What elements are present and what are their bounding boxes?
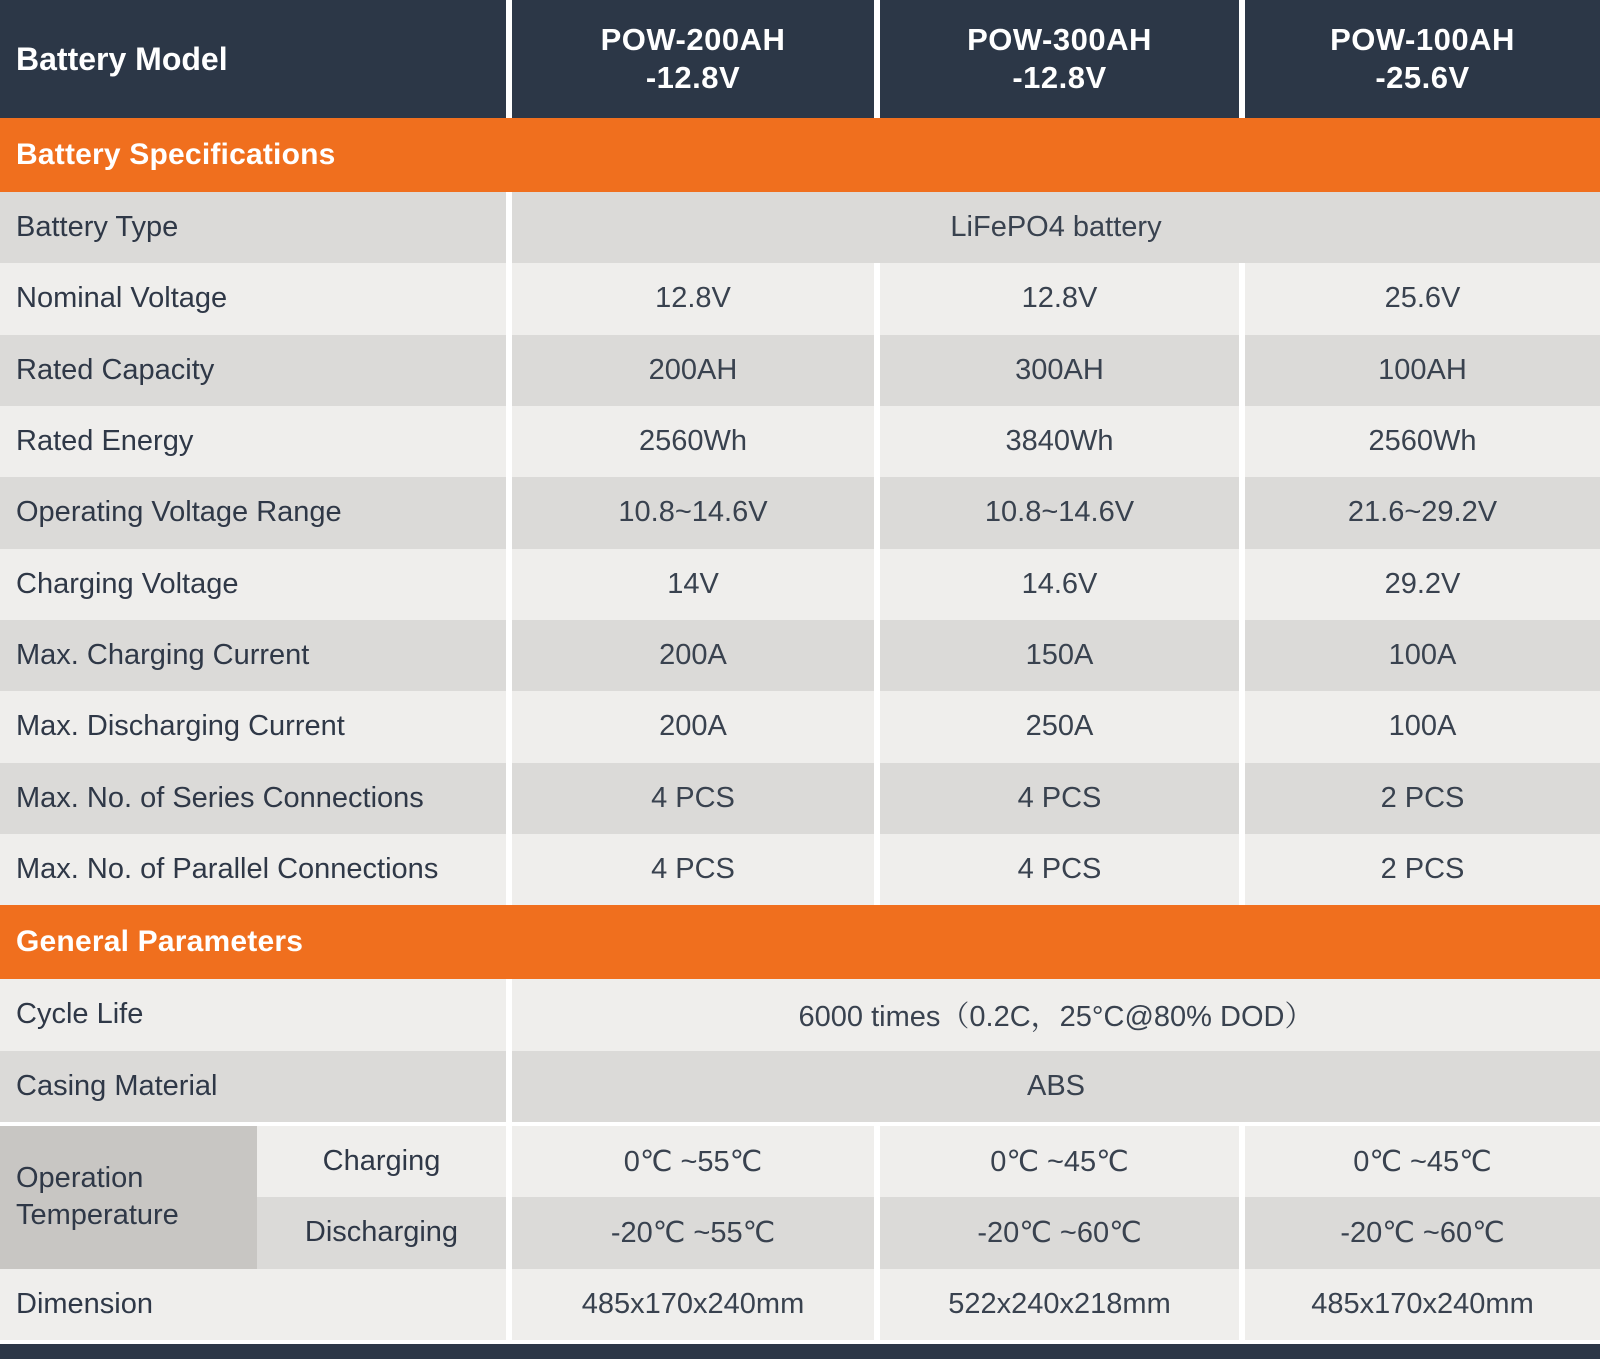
- header-model-pow-200ah: [512, 0, 880, 118]
- value-cell: 300AH: [880, 335, 1245, 406]
- row-label-cell: [0, 335, 512, 406]
- value-cell: 4 PCS: [880, 763, 1245, 834]
- value-cell: 3840Wh: [880, 406, 1245, 477]
- table-header-row: [0, 0, 1600, 118]
- model-name-line1: POW-100AH: [1330, 22, 1515, 58]
- row-label-cell: [0, 1051, 512, 1122]
- row-max-series-connections: [0, 763, 1600, 834]
- value-cell: 29.2V: [1245, 549, 1600, 620]
- sub-row-label-cell: [257, 1126, 512, 1197]
- value-cell: 21.6~29.2V: [1245, 477, 1600, 548]
- row-label: Nominal Voltage: [16, 282, 228, 315]
- row-label-cell: [0, 549, 512, 620]
- row-label: Casing Material: [16, 1069, 218, 1102]
- header-model-pow-300ah: [880, 0, 1245, 118]
- value-cell: 14V: [512, 549, 880, 620]
- row-label: Operation Temperature: [16, 1161, 179, 1232]
- value-cell: 100A: [1245, 620, 1600, 691]
- value-cell: 4 PCS: [512, 763, 880, 834]
- value-cell: -20℃ ~60℃: [1245, 1197, 1600, 1268]
- value-cell: 100A: [1245, 691, 1600, 762]
- row-operating-voltage-range: [0, 477, 1600, 548]
- model-name-line2: -12.8V: [1012, 60, 1107, 95]
- model-name-line2: -12.8V: [645, 60, 741, 95]
- row-dimension: [0, 1269, 1600, 1340]
- row-label: Max. No. of Parallel Connections: [16, 852, 439, 885]
- row-label: Max. Discharging Current: [16, 710, 345, 743]
- row-max-charging-current: [0, 620, 1600, 691]
- value-cell: 2 PCS: [1245, 763, 1600, 834]
- row-label-cell: [0, 263, 512, 334]
- section-title-general-parameters: General Parameters: [0, 905, 1600, 979]
- header-model-pow-100ah: [1245, 0, 1600, 118]
- value-cell: 2 PCS: [1245, 834, 1600, 905]
- row-label-cell: [0, 620, 512, 691]
- value-cell: -20℃ ~60℃: [880, 1197, 1245, 1268]
- row-label-cell: [0, 979, 512, 1050]
- model-name-line2: -25.6V: [1375, 60, 1470, 95]
- row-rated-energy: [0, 406, 1600, 477]
- operation-temperature-rows: [257, 1126, 1600, 1269]
- value-cell: 150A: [880, 620, 1245, 691]
- row-label: Battery Type: [16, 210, 179, 243]
- value-cell: 2560Wh: [512, 406, 880, 477]
- row-span-value: ABS: [512, 1051, 1600, 1122]
- row-label: Rated Energy: [16, 424, 194, 457]
- row-label: Rated Capacity: [16, 353, 215, 386]
- value-cell: 485x170x240mm: [1245, 1269, 1600, 1340]
- value-cell: 200A: [512, 620, 880, 691]
- bottom-border-strip: [0, 1340, 1600, 1359]
- row-label-cell: [0, 763, 512, 834]
- value-cell: -20℃ ~55℃: [512, 1197, 880, 1268]
- operation-temperature-label-cell: [0, 1126, 257, 1269]
- value-cell: 14.6V: [880, 549, 1245, 620]
- row-nominal-voltage: [0, 263, 1600, 334]
- row-operation-temp-charging: [257, 1126, 1600, 1197]
- row-cycle-life: [0, 979, 1600, 1050]
- value-cell: 10.8~14.6V: [512, 477, 880, 548]
- row-operation-temp-discharging: [257, 1197, 1600, 1268]
- sub-row-label: Discharging: [304, 1216, 459, 1249]
- operation-temperature-block: [0, 1122, 1600, 1269]
- row-casing-material: [0, 1051, 1600, 1122]
- row-label-cell: [0, 1269, 512, 1340]
- row-charging-voltage: [0, 549, 1600, 620]
- row-label-cell: [0, 477, 512, 548]
- row-label-cell: [0, 834, 512, 905]
- row-label: Operating Voltage Range: [16, 496, 342, 529]
- row-label: Charging Voltage: [16, 567, 239, 600]
- row-battery-type: [0, 192, 1600, 263]
- value-cell: 100AH: [1245, 335, 1600, 406]
- model-name-line1: POW-200AH: [600, 22, 786, 58]
- value-cell: 4 PCS: [512, 834, 880, 905]
- row-label: Dimension: [16, 1287, 153, 1320]
- row-label-cell: [0, 192, 512, 263]
- battery-model-label: Battery Model: [16, 40, 228, 77]
- value-cell: 2560Wh: [1245, 406, 1600, 477]
- value-cell: 250A: [880, 691, 1245, 762]
- value-cell: 12.8V: [880, 263, 1245, 334]
- value-cell: 0℃ ~55℃: [512, 1126, 880, 1197]
- value-cell: 0℃ ~45℃: [880, 1126, 1245, 1197]
- value-cell: 522x240x218mm: [880, 1269, 1245, 1340]
- section-title-battery-specifications: Battery Specifications: [0, 118, 1600, 192]
- row-rated-capacity: [0, 335, 1600, 406]
- value-cell: 25.6V: [1245, 263, 1600, 334]
- sub-row-label: Charging: [322, 1145, 441, 1178]
- value-cell: 12.8V: [512, 263, 880, 334]
- value-cell: 0℃ ~45℃: [1245, 1126, 1600, 1197]
- row-label: Max. No. of Series Connections: [16, 781, 424, 814]
- value-cell: 485x170x240mm: [512, 1269, 880, 1340]
- value-cell: 200A: [512, 691, 880, 762]
- row-max-parallel-connections: [0, 834, 1600, 905]
- value-cell: 200AH: [512, 335, 880, 406]
- row-label: Max. Charging Current: [16, 638, 310, 671]
- row-span-value: LiFePO4 battery: [512, 192, 1600, 263]
- row-span-value: 6000 times（0.2C，25°C@80% DOD）: [512, 979, 1600, 1050]
- row-label-cell: [0, 691, 512, 762]
- row-label-cell: [0, 406, 512, 477]
- row-label: Cycle Life: [16, 998, 144, 1031]
- row-max-discharging-current: [0, 691, 1600, 762]
- header-battery-model-cell: [0, 0, 512, 118]
- model-name-line1: POW-300AH: [967, 22, 1152, 58]
- sub-row-label-cell: [257, 1197, 512, 1268]
- value-cell: 10.8~14.6V: [880, 477, 1245, 548]
- value-cell: 4 PCS: [880, 834, 1245, 905]
